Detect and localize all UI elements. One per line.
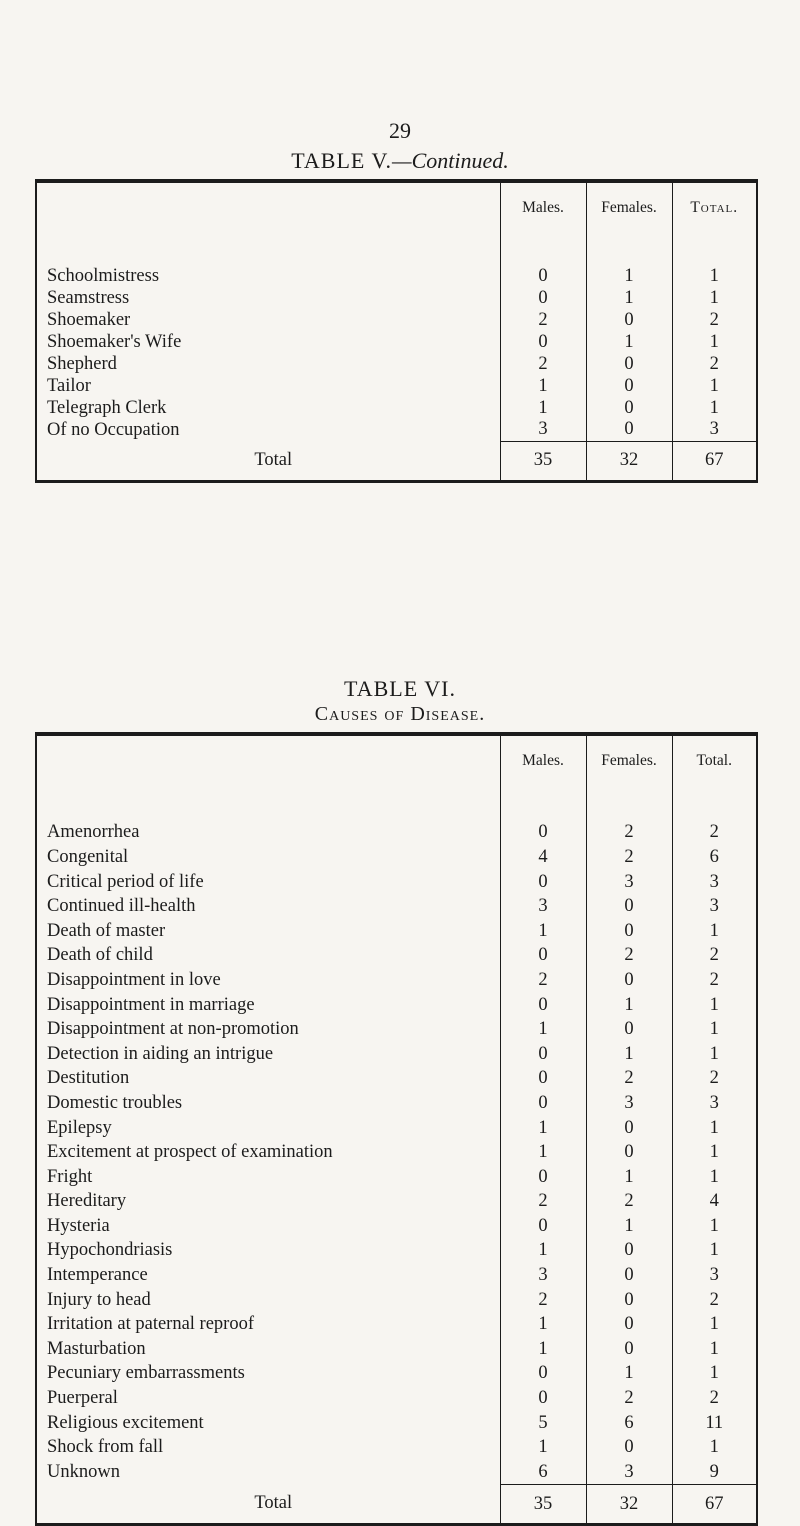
row-total: 1: [672, 1312, 757, 1337]
table-row: [36, 287, 757, 309]
row-males: 6: [500, 1460, 586, 1485]
table-row: [36, 1017, 757, 1042]
row-label: Shoemaker: [47, 309, 131, 330]
row-total: 11: [672, 1411, 757, 1436]
table-row: [36, 821, 757, 846]
row-females: 2: [586, 821, 672, 846]
row-females: 2: [586, 845, 672, 870]
table-row: [36, 845, 757, 870]
row-label: Tailor: [47, 375, 91, 396]
row-females: 2: [586, 944, 672, 969]
row-total: 3: [672, 1263, 757, 1288]
row-males: 0: [500, 821, 586, 846]
row-total: 1: [672, 1435, 757, 1460]
row-total: 3: [672, 419, 757, 441]
total-row: [36, 1485, 757, 1525]
table-row: [36, 1362, 757, 1387]
row-females: 0: [586, 1017, 672, 1042]
total-row: [36, 441, 757, 481]
row-females: 0: [586, 1140, 672, 1165]
row-males: 1: [500, 1017, 586, 1042]
total-total: 67: [672, 1485, 757, 1525]
table-row: [36, 1140, 757, 1165]
row-total: 2: [672, 1386, 757, 1411]
row-females: 0: [586, 397, 672, 419]
row-males: 0: [500, 1362, 586, 1387]
table5-caption-continued: —Continued.: [392, 148, 509, 173]
row-label: Of no Occupation: [47, 419, 180, 440]
row-label: Shoemaker's Wife: [47, 331, 182, 352]
row-males: 0: [500, 1091, 586, 1116]
table-row: [36, 1386, 757, 1411]
page-number: 29: [389, 118, 411, 143]
row-label: Shepherd: [47, 353, 117, 374]
row-total: 2: [672, 353, 757, 375]
row-females: 0: [586, 419, 672, 441]
row-total: 1: [672, 1165, 757, 1190]
row-males: 2: [500, 353, 586, 375]
table-row: [36, 894, 757, 919]
row-label: Detection in aiding an intrigue: [47, 1043, 274, 1064]
row-total: 9: [672, 1460, 757, 1485]
table-row: [36, 309, 757, 331]
table-row: [36, 265, 757, 287]
row-females: 1: [586, 331, 672, 353]
row-females: 0: [586, 353, 672, 375]
row-males: 0: [500, 870, 586, 895]
row-males: 5: [500, 1411, 586, 1436]
table-row: [36, 919, 757, 944]
row-total: 1: [672, 265, 757, 287]
row-females: 1: [586, 1362, 672, 1387]
table-row: [36, 397, 757, 419]
table-row: [36, 1435, 757, 1460]
table-row: [36, 1116, 757, 1141]
table6-header-total: Total.: [672, 734, 757, 796]
row-females: 3: [586, 1460, 672, 1485]
row-total: 2: [672, 1067, 757, 1092]
row-males: 2: [500, 309, 586, 331]
row-males: 0: [500, 1386, 586, 1411]
row-label: Injury to head: [47, 1289, 151, 1310]
row-males: 3: [500, 1263, 586, 1288]
table5-caption-main: TABLE V.: [291, 148, 393, 173]
row-label: Hereditary: [47, 1191, 127, 1212]
row-females: 0: [586, 1116, 672, 1141]
row-label: Schoolmistress: [47, 265, 160, 286]
row-label: Critical period of life: [47, 871, 204, 892]
row-total: 2: [672, 821, 757, 846]
row-males: 3: [500, 894, 586, 919]
row-males: 0: [500, 1067, 586, 1092]
row-label: Fright: [47, 1166, 93, 1187]
row-label: Domestic troubles: [47, 1092, 183, 1113]
row-label: Masturbation: [47, 1338, 146, 1359]
table6-header-blank: [36, 734, 500, 796]
row-males: 0: [500, 287, 586, 309]
row-total: 1: [672, 397, 757, 419]
row-total: 1: [672, 375, 757, 397]
row-females: 6: [586, 1411, 672, 1436]
row-label: Disappointment at non-promotion: [47, 1019, 299, 1040]
row-total: 2: [672, 309, 757, 331]
row-males: 0: [500, 993, 586, 1018]
row-males: 2: [500, 1288, 586, 1313]
table-row: [36, 375, 757, 397]
row-label: Pecuniary embarrassments: [47, 1363, 245, 1384]
row-males: 0: [500, 265, 586, 287]
row-males: 4: [500, 845, 586, 870]
table-row: [36, 1312, 757, 1337]
row-males: 0: [500, 1214, 586, 1239]
row-total: 1: [672, 1239, 757, 1264]
table-row: [36, 331, 757, 353]
table6-header-females: Females.: [586, 734, 672, 796]
row-males: 0: [500, 1165, 586, 1190]
table-row: [36, 968, 757, 993]
row-label: Unknown: [47, 1461, 120, 1482]
row-label: Irritation at paternal reproof: [47, 1314, 254, 1335]
table-row: [36, 870, 757, 895]
row-males: 2: [500, 1190, 586, 1215]
row-label: Continued ill-health: [47, 896, 196, 917]
row-label: Hypochondriasis: [47, 1240, 173, 1261]
row-total: 2: [672, 1288, 757, 1313]
table-row: [36, 1067, 757, 1092]
table-row: [36, 419, 757, 441]
row-females: 0: [586, 375, 672, 397]
table-row: [36, 1288, 757, 1313]
row-females: 0: [586, 894, 672, 919]
row-label: Disappointment in love: [47, 969, 221, 990]
row-females: 3: [586, 870, 672, 895]
row-males: 1: [500, 1312, 586, 1337]
table6-header-males: Males.: [500, 734, 586, 796]
row-females: 0: [586, 1312, 672, 1337]
row-total: 1: [672, 1116, 757, 1141]
row-total: 2: [672, 944, 757, 969]
row-label: Telegraph Clerk: [47, 397, 167, 418]
row-females: 0: [586, 1239, 672, 1264]
row-total: 1: [672, 287, 757, 309]
table6-causes: [35, 732, 758, 1526]
table-row: [36, 993, 757, 1018]
row-females: 1: [586, 1214, 672, 1239]
row-females: 0: [586, 1435, 672, 1460]
table5-header-total: Total.: [672, 181, 757, 243]
total-label: Total: [254, 1493, 293, 1514]
row-females: 1: [586, 265, 672, 287]
row-males: 1: [500, 1337, 586, 1362]
table5-caption: [0, 148, 800, 174]
table-row: [36, 1263, 757, 1288]
table-row: [36, 1239, 757, 1264]
row-females: 0: [586, 1288, 672, 1313]
row-label: Shock from fall: [47, 1437, 164, 1458]
table-row: [36, 944, 757, 969]
total-males: 35: [500, 1485, 586, 1525]
row-males: 2: [500, 968, 586, 993]
table-row: [36, 1460, 757, 1485]
row-label: Puerperal: [47, 1388, 118, 1409]
table-row: [36, 1042, 757, 1067]
row-label: Amenorrhea: [47, 822, 140, 843]
row-label: Hysteria: [47, 1215, 110, 1236]
table-row: [36, 353, 757, 375]
row-females: 1: [586, 287, 672, 309]
table-row: [36, 1337, 757, 1362]
total-label: Total: [254, 449, 293, 470]
row-label: Intemperance: [47, 1265, 148, 1286]
row-total: 4: [672, 1190, 757, 1215]
row-males: 1: [500, 397, 586, 419]
table5-occupations: [35, 179, 758, 483]
row-males: 3: [500, 419, 586, 441]
total-females: 32: [586, 1485, 672, 1525]
row-total: 3: [672, 894, 757, 919]
row-males: 0: [500, 944, 586, 969]
table6-caption: TABLE VI.: [344, 676, 456, 701]
row-label: Destitution: [47, 1068, 130, 1089]
row-label: Excitement at prospect of examination: [47, 1142, 333, 1163]
row-females: 0: [586, 1263, 672, 1288]
row-females: 0: [586, 968, 672, 993]
table5-header-males: Males.: [500, 181, 586, 243]
row-total: 1: [672, 1042, 757, 1067]
row-label: Death of child: [47, 945, 153, 966]
row-females: 2: [586, 1067, 672, 1092]
row-total: 2: [672, 968, 757, 993]
table-row: [36, 1190, 757, 1215]
row-label: Religious excitement: [47, 1412, 204, 1433]
row-total: 3: [672, 1091, 757, 1116]
row-total: 6: [672, 845, 757, 870]
total-females: 32: [586, 441, 672, 481]
row-females: 1: [586, 1165, 672, 1190]
row-total: 1: [672, 1337, 757, 1362]
row-total: 1: [672, 919, 757, 944]
row-females: 3: [586, 1091, 672, 1116]
row-males: 1: [500, 1239, 586, 1264]
table6-subcaption: Causes of Disease.: [314, 703, 486, 725]
row-label: Disappointment in marriage: [47, 994, 255, 1015]
spacer-row: [36, 796, 757, 821]
row-males: 1: [500, 1116, 586, 1141]
row-label: Seamstress: [47, 287, 130, 308]
row-label: Epilepsy: [47, 1117, 112, 1138]
row-total: 1: [672, 1017, 757, 1042]
table-row: [36, 1165, 757, 1190]
row-males: 1: [500, 1140, 586, 1165]
row-females: 0: [586, 1337, 672, 1362]
spacer-row: [36, 243, 757, 265]
row-females: 2: [586, 1190, 672, 1215]
row-males: 1: [500, 919, 586, 944]
row-total: 1: [672, 1362, 757, 1387]
row-total: 1: [672, 1214, 757, 1239]
row-females: 1: [586, 993, 672, 1018]
row-females: 1: [586, 1042, 672, 1067]
table5-header-females: Females.: [586, 181, 672, 243]
row-label: Death of master: [47, 920, 166, 941]
row-label: Congenital: [47, 846, 129, 867]
row-females: 0: [586, 309, 672, 331]
table6-body: [36, 796, 757, 1525]
table-row: [36, 1214, 757, 1239]
row-females: 2: [586, 1386, 672, 1411]
total-males: 35: [500, 441, 586, 481]
row-total: 1: [672, 993, 757, 1018]
row-females: 0: [586, 919, 672, 944]
row-males: 0: [500, 1042, 586, 1067]
table-row: [36, 1091, 757, 1116]
row-males: 1: [500, 1435, 586, 1460]
row-total: 3: [672, 870, 757, 895]
total-total: 67: [672, 441, 757, 481]
table-row: [36, 1411, 757, 1436]
row-males: 1: [500, 375, 586, 397]
row-males: 0: [500, 331, 586, 353]
table5-body: [36, 243, 757, 481]
row-total: 1: [672, 1140, 757, 1165]
row-total: 1: [672, 331, 757, 353]
table5-header-blank: [36, 181, 500, 243]
